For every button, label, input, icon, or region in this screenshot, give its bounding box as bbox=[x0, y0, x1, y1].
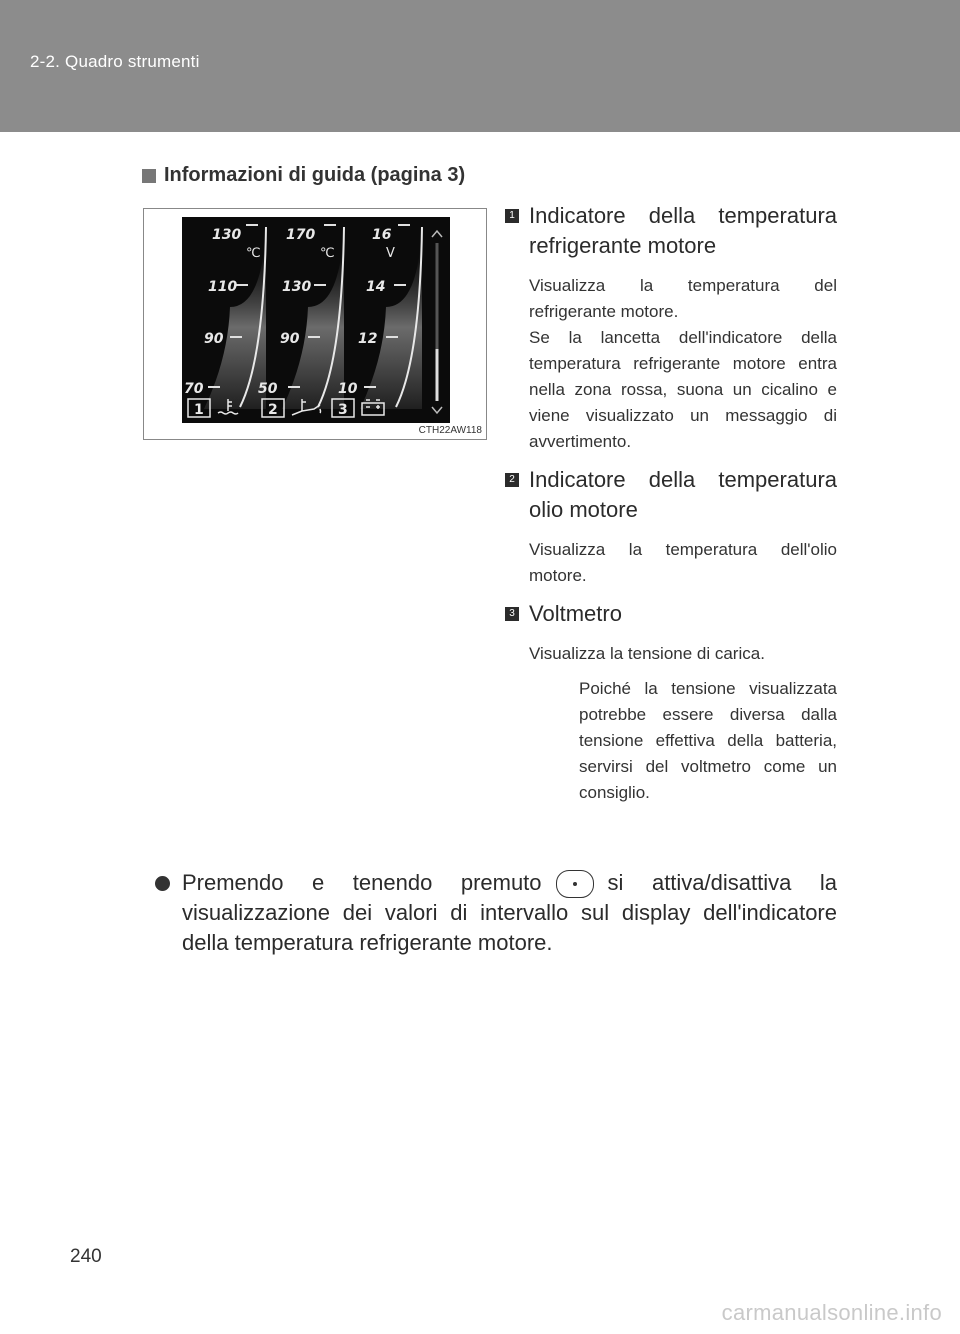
item-3 bbox=[505, 599, 837, 667]
item-1-title: Indicatore della temperatura refrigerante motore bbox=[529, 203, 837, 258]
page-header bbox=[0, 0, 960, 132]
gauge-2-tick-label: 130 bbox=[282, 279, 312, 295]
gauge-3-number: 3 bbox=[338, 402, 348, 418]
section-title bbox=[142, 164, 465, 187]
item-3-heading bbox=[505, 599, 837, 629]
gauge-2-tick-label: 170 bbox=[286, 227, 316, 243]
item-2-title: Indicatore della temperatura olio motore bbox=[529, 467, 837, 522]
gauge-3-tick-label: 16 bbox=[372, 227, 392, 243]
voltmeter-note: Poiché la tensione visualizzata potrebbe essere diversa dalla tensione effettiva della batteria, servirsi del voltmetro come un consiglio. bbox=[579, 679, 837, 802]
gauge-1-tick-label: 110 bbox=[208, 279, 238, 295]
gauge-3-tick-label: 14 bbox=[366, 279, 386, 295]
bullet-text-before: Premendo e tenendo premuto bbox=[182, 870, 542, 895]
header-title: 2-2. Quadro strumenti bbox=[30, 52, 200, 71]
item-2 bbox=[505, 465, 837, 589]
steering-switch-button-icon bbox=[556, 870, 594, 898]
gauge-3-tick-label: 12 bbox=[358, 331, 378, 347]
item-1-heading bbox=[505, 201, 837, 261]
gauge-3-tick-label: 10 bbox=[338, 381, 358, 397]
item-1 bbox=[505, 201, 837, 455]
number-badge-icon: 1 bbox=[505, 209, 519, 223]
gauge-figure bbox=[143, 208, 487, 440]
bullet-dot-icon bbox=[155, 876, 170, 891]
gauge-1-tick-label: 90 bbox=[204, 331, 224, 347]
page-number: 240 bbox=[70, 1246, 102, 1267]
bullet-paragraph bbox=[155, 868, 837, 958]
gauge-2-unit: ℃ bbox=[320, 246, 335, 261]
number-badge-icon: 2 bbox=[505, 473, 519, 487]
gauge-3-unit: V bbox=[386, 246, 395, 261]
gauge-2-tick-label: 50 bbox=[258, 381, 278, 397]
gauge-2-tick-label: 90 bbox=[280, 331, 300, 347]
bullet-text-after: si attiva/disattiva la visualizzazione dei valori di intervallo sul display dell'indicatore della temperatura refrigerante motore. bbox=[182, 870, 838, 956]
gauge-display-illustration bbox=[144, 209, 486, 439]
watermark: carmanualsonline.info bbox=[721, 1300, 942, 1325]
gauge-2-number: 2 bbox=[268, 402, 278, 418]
bullet-text bbox=[182, 868, 837, 958]
item-3-title: Voltmetro bbox=[529, 601, 622, 626]
item-2-heading bbox=[505, 465, 837, 525]
gauge-1-tick-label: 130 bbox=[212, 227, 242, 243]
item-1-body-warning: Se la lancetta dell'indicatore della temperatura refrigerante motore entra nella zona rossa, suona un cicalino e viene visualizzato un messaggio di avvertimento. bbox=[529, 328, 837, 451]
gauge-1-number: 1 bbox=[194, 402, 204, 418]
gauge-1-tick-label: 70 bbox=[184, 381, 204, 397]
item-1-body: Visualizza la temperatura del refrigerante motore. bbox=[529, 276, 837, 321]
item-2-body: Visualizza la temperatura dell'olio motore. bbox=[529, 540, 837, 585]
gauge-1-unit: ℃ bbox=[246, 246, 261, 261]
item-3-body: Visualizza la tensione di carica. bbox=[529, 644, 765, 663]
number-badge-icon: 3 bbox=[505, 607, 519, 621]
square-bullet-icon bbox=[142, 169, 156, 183]
section-title-text: Informazioni di guida (pagina 3) bbox=[164, 164, 466, 186]
figure-code: CTH22AW118 bbox=[418, 425, 482, 436]
